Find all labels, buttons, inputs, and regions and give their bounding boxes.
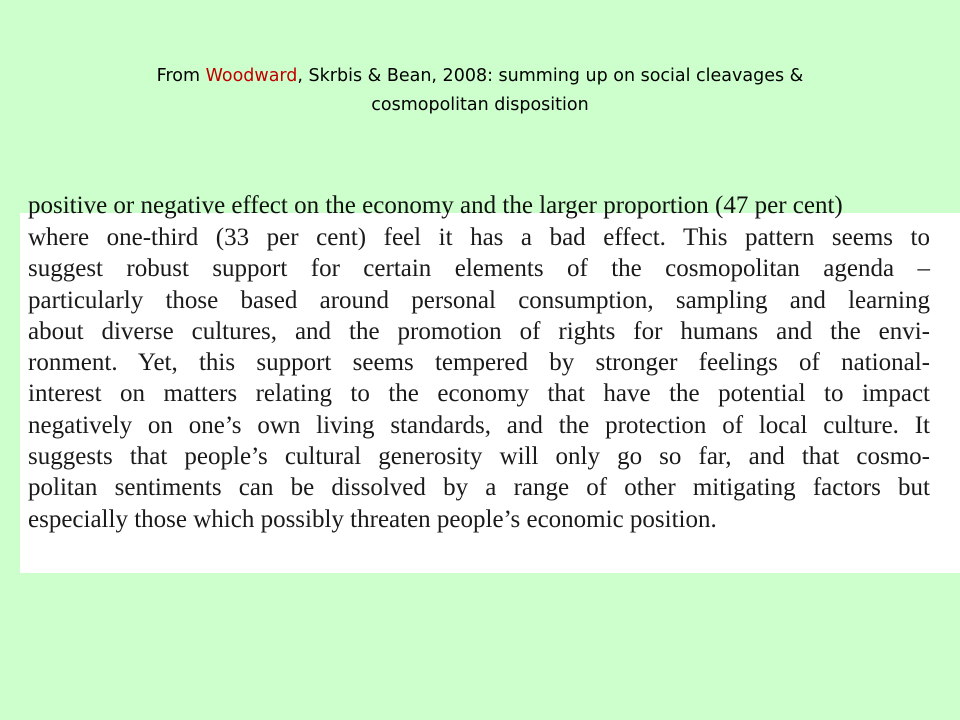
excerpt-line: where one-third (33 per cent) feel it has a bad effect. This pattern seems to [28, 224, 930, 251]
excerpt-text [28, 222, 930, 535]
excerpt-line: politan sentiments can be dissolved by a range of other mitigating factors but [28, 474, 930, 502]
excerpt-line: especially those which possibly threaten people’s economic position. [28, 505, 717, 533]
excerpt-cut-line [20, 192, 960, 220]
slide-title [60, 62, 900, 120]
excerpt-line: about diverse cultures, and the promotion of rights for humans and the envi- [28, 317, 930, 345]
excerpt-line: negatively on one’s own living standards, and the protection of local culture. It [28, 411, 930, 439]
excerpt-image [20, 192, 960, 573]
title-prefix: From [156, 66, 206, 86]
title-rest: , Skrbis & Bean, 2008: summing up on social cleavages & [297, 66, 804, 86]
excerpt-line: suggest robust support for certain elements of the cosmopolitan agenda – [28, 255, 930, 283]
title-line-1 [60, 62, 900, 91]
title-line-2: cosmopolitan disposition [371, 95, 589, 115]
excerpt-line: suggests that people’s cultural generosity will only go so far, and that cosmo- [28, 443, 930, 471]
excerpt-line: particularly those based around personal consumption, sampling and learning [28, 286, 930, 314]
excerpt-line: ronment. Yet, this support seems tempered by stronger feelings of national- [28, 349, 930, 377]
author-highlight: Woodward [205, 66, 298, 86]
excerpt-line: interest on matters relating to the economy that have the potential to impact [28, 380, 930, 408]
excerpt-cut-text: positive or negative effect on the economy and the larger proportion (47 per cent) [28, 192, 843, 219]
